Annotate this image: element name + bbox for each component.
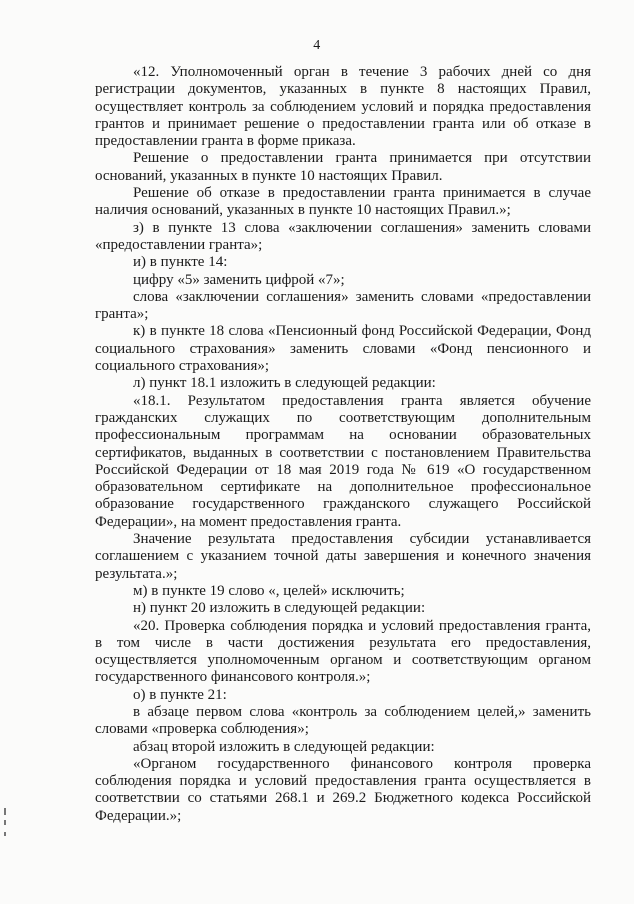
paragraph: слова «заключении соглашения» заменить словами «предоставлении гранта»; [95, 288, 591, 323]
paragraph: н) пункт 20 изложить в следующей редакции: [133, 600, 426, 617]
paragraph: л) пункт 18.1 изложить в следующей редакции: [133, 375, 436, 392]
scan-artifact [4, 808, 6, 815]
page-number: 4 [313, 38, 321, 53]
paragraph: цифру «5» заменить цифрой «7»; [133, 271, 345, 288]
paragraph: к) в пункте 18 слова «Пенсионный фонд Российской Федерации, Фонд социального страхования» заменить словами «Фонд пенсионного и социального страхования»; [95, 323, 591, 375]
document-body [95, 64, 591, 825]
paragraph: Решение об отказе в предоставлении гранта принимается в случае наличия оснований, указанных в пункте 10 настоящих Правил.»; [95, 185, 591, 219]
scan-artifact [4, 820, 6, 825]
paragraph: Значение результата предоставления субсидии устанавливается соглашением с указанием точной даты завершения и конечного значения результата.»; [95, 531, 591, 582]
paragraph: м) в пункте 19 слово «, целей» исключить; [133, 582, 405, 599]
paragraph: з) в пункте 13 слова «заключении соглашения» заменить словами «предоставлении гранта»; [95, 219, 591, 253]
paragraph: и) в пункте 14: [133, 254, 228, 271]
paragraph: «18.1. Результатом предоставления гранта является обучение гражданских служащих по соответствующим дополнительным профессиональным программам на основании образовательных сертификатов, выданных в соответствии с постановлением Правительства Российской Федерации от 18 мая 2019 года № 619 «О государственном образовательном сертификате на дополнительное профессиональное образование государственного гражданского служащего Российской Федерации», на момент предоставления гранта. [95, 392, 591, 530]
paragraph: о) в пункте 21: [133, 686, 227, 703]
paragraph: «12. Уполномоченный орган в течение 3 рабочих дней со дня регистрации документов, указанных в пункте 8 настоящих Правил, осуществляет контроль за соблюдением условий и порядка предоставления грантов и принимает решение о предоставлении гранта или об отказе в предоставлении гранта в форме приказа. [95, 64, 591, 150]
paragraph: Решение о предоставлении гранта принимается при отсутствии оснований, указанных в пункте 10 настоящих Правил. [95, 150, 591, 184]
paragraph: абзац второй изложить в следующей редакции: [133, 738, 435, 755]
paragraph: «Органом государственного финансового контроля проверка соблюдения порядка и условий предоставления гранта осуществляется в соответствии со статьями 268.1 и 269.2 Бюджетного кодекса Российской Федерации.»; [95, 755, 591, 824]
scan-artifact [4, 832, 6, 836]
paragraph: «20. Проверка соблюдения порядка и условий предоставления гранта, в том числе в части достижения результата его предоставления, осуществляется уполномоченным органом и соответствующим органом государственного финансового контроля.»; [95, 617, 591, 686]
paragraph: в абзаце первом слова «контроль за соблюдением целей,» заменить словами «проверка соблюдения»; [95, 703, 591, 738]
